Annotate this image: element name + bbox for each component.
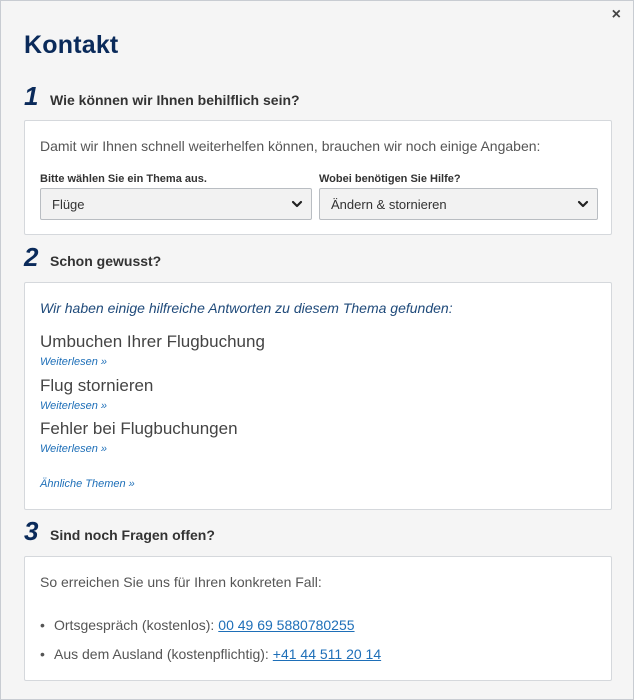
step-1-heading (24, 81, 300, 112)
step-1-label: Wie können wir Ihnen behilflich sein? (50, 92, 300, 108)
step-1-number: 1 (24, 81, 39, 111)
topic-select-value: Flüge (52, 196, 85, 212)
contact-label: Ortsgespräch (kostenlos): (54, 617, 215, 633)
answers-hint: Wir haben einige hilfreiche Antworten zu diesem Thema gefunden: (40, 300, 453, 316)
contact-line (40, 617, 355, 633)
topic-select-label: Bitte wählen Sie ein Thema aus. (40, 173, 207, 185)
phone-link[interactable]: 00 49 69 5880780255 (218, 617, 355, 633)
step-2-heading (24, 242, 161, 273)
chevron-down-icon (291, 198, 303, 210)
topic-select[interactable] (40, 188, 312, 220)
answer-title[interactable]: Fehler bei Flugbuchungen (40, 419, 238, 438)
close-icon[interactable]: × (611, 6, 621, 23)
answer-title[interactable]: Umbuchen Ihrer Flugbuchung (40, 332, 265, 351)
help-select-label: Wobei benötigen Sie Hilfe? (319, 173, 461, 185)
phone-link[interactable]: +41 44 511 20 14 (272, 646, 382, 662)
chevron-down-icon (577, 198, 589, 210)
topic-box (24, 120, 612, 235)
dialog-title: Kontakt (24, 31, 119, 59)
bullet: • (40, 646, 45, 662)
help-select-value: Ändern & stornieren (331, 196, 447, 212)
step-2-number: 2 (24, 242, 39, 272)
topic-intro: Damit wir Ihnen schnell weiterhelfen können, brauchen wir noch einige Angaben: (40, 138, 541, 154)
read-more-link[interactable]: Weiterlesen » (40, 443, 108, 455)
answers-box (24, 282, 612, 510)
bullet: • (40, 617, 45, 633)
read-more-link[interactable]: Weiterlesen » (40, 400, 108, 412)
help-select[interactable] (319, 188, 598, 220)
similar-topics-link[interactable]: Ähnliche Themen » (40, 478, 135, 490)
contact-label: Aus dem Ausland (kostenpflichtig): (54, 646, 269, 662)
read-more-link[interactable]: Weiterlesen » (40, 356, 108, 368)
step-3-label: Sind noch Fragen offen? (50, 527, 215, 543)
answer-title[interactable]: Flug stornieren (40, 376, 154, 395)
contact-box (24, 556, 612, 681)
step-3-heading (24, 516, 215, 547)
step-2-label: Schon gewusst? (50, 253, 162, 269)
step-3-number: 3 (24, 516, 39, 546)
contact-intro: So erreichen Sie uns für Ihren konkreten Fall: (40, 574, 322, 590)
contact-line (40, 646, 381, 662)
